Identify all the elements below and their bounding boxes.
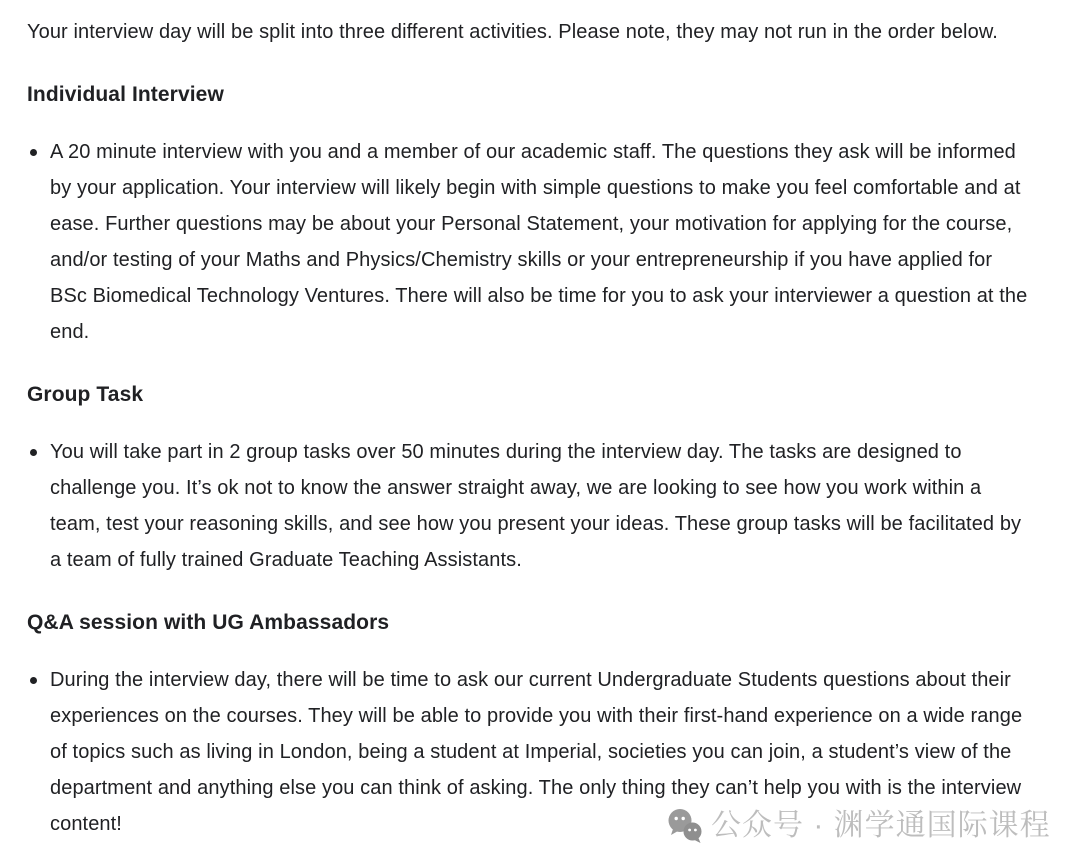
intro-paragraph: Your interview day will be split into three different activities. Please note, they may not run in the order below. [27,21,998,43]
bullet-item: During the interview day, there will be time to ask our current Undergraduate Students questions about their experiences on the courses. They will be able to provide you with their first-hand experience on a wide range of topics such as living in London, being a student at Imperial, societies you can join, a student’s view of the department and anything else you can think of asking. The only thing they can’t help you with is the interview content! [27,662,1032,842]
watermark-text: 公众号 · 渊学通国际课程 [711,809,1051,842]
qa-session-list [27,662,1032,842]
section-heading-group-task: Group Task [27,383,144,406]
section-heading-individual-interview: Individual Interview [27,83,224,106]
section-heading-qa-session: Q&A session with UG Ambassadors [27,611,390,634]
group-task-list [27,434,1032,578]
bullet-item: A 20 minute interview with you and a member of our academic staff. The questions they ask will be informed by your application. Your interview will likely begin with simple questions to make you feel comfortable and at ease. Further questions may be about your Personal Statement, your motivation for applying for the course, and/or testing of your Maths and Physics/Chemistry skills or your entrepreneurship if you have applied for BSc Biomedical Technology Ventures. There will also be time for you to ask your interviewer a question at the end. [27,134,1032,350]
bullet-item: You will take part in 2 group tasks over 50 minutes during the interview day. The tasks are designed to challenge you. It’s ok not to know the answer straight away, we are looking to see how you work within a team, test your reasoning skills, and see how you present your ideas. These group tasks will be facilitated by a team of fully trained Graduate Teaching Assistants. [27,434,1032,578]
individual-interview-list [27,134,1032,350]
